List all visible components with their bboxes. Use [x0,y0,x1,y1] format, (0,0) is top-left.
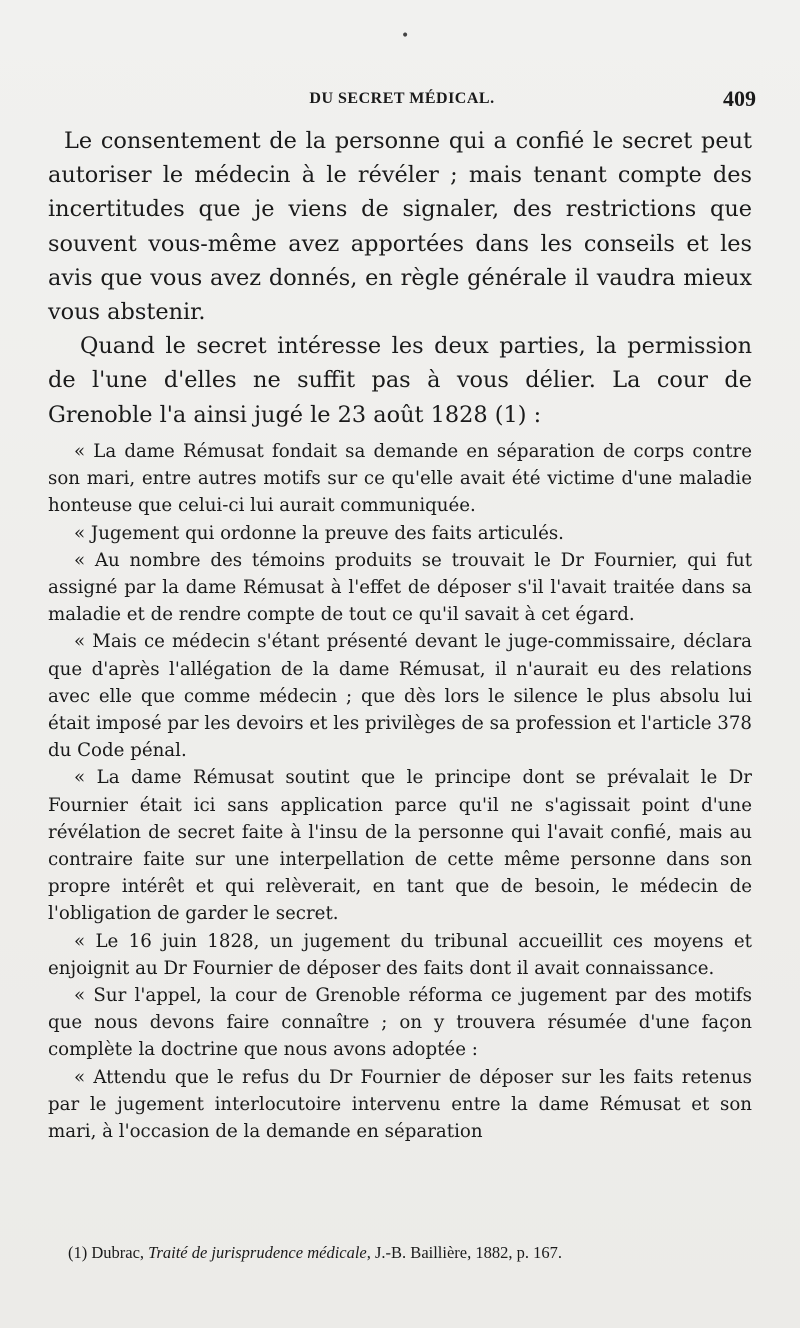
quoted-judgment [48,438,752,1145]
page-number: 409 [723,86,756,111]
quote-paragraph: « Au nombre des témoins produits se trouvait le Dr Fournier, qui fut assigné par la dame Rémusat à l'effet de déposer s'il l'avait traitée dans sa maladie et de rendre compte de tout ce qu'il savait à cet égard. [48,549,752,626]
footnote-rest: , J.-B. Baillière, 1882, p. 167. [366,1243,562,1262]
main-text [48,124,752,432]
quote-paragraph: « Mais ce médecin s'étant présenté devant le juge-commissaire, déclara que d'après l'allégation de la dame Rémusat, il n'aurait eu des relations avec elle que comme médecin ; que dès lors le silence le plus absolu lui était imposé par les devoirs et les privilèges de sa profession et l'article 378 du Code pénal. [48,631,752,762]
paragraph: Quand le secret intéresse les deux parties, la permission de l'une d'elles ne suffit pas à vous délier. La cour de Grenoble l'a ainsi jugé le 23 août 1828 (1) : [48,333,752,428]
quote-paragraph: « La dame Rémusat soutint que le principe dont se prévalait le Dr Fournier était ici sans application parce qu'il ne s'agissait point d'une révélation de secret faite à l'insu de la personne qui l'avait confié, mais au contraire faite sur une interpellation de cette même personne dans son propre intérêt et qui relèverait, en tant que de besoin, le médecin de l'obligation de garder le secret. [48,767,752,925]
quote-paragraph: « Attendu que le refus du Dr Fournier de déposer sur les faits retenus par le jugement interlocutoire intervenu entre la dame Rémusat et son mari, à l'occasion de la demande en séparation [48,1066,752,1143]
running-title: DU SECRET MÉDICAL. [309,90,495,107]
printer-mark: • [401,28,410,44]
quote-paragraph: « Jugement qui ordonne la preuve des faits articulés. [74,522,564,544]
footnote-text [48,1240,752,1266]
quote-paragraph: « Sur l'appel, la cour de Grenoble réforma ce jugement par des motifs que nous devons faire connaître ; on y trouvera résumée d'une façon complète la doctrine que nous avons adoptée : [48,985,752,1061]
paragraph: Le consentement de la personne qui a confié le secret peut autoriser le médecin à le révéler ; mais tenant compte des incertitudes que je viens de signaler, des restrictions que souvent vous-même avez apportées dans les conseils et les avis que vous avez donnés, en règle générale il vaudra mieux vous abstenir. [48,128,752,326]
page-header [48,86,756,112]
footnote-title: Traité de jurisprudence médicale [148,1243,367,1262]
quote-paragraph: « La dame Rémusat fondait sa demande en séparation de corps contre son mari, entre autres motifs sur ce qu'elle avait été victime d'une maladie honteuse que celui-ci lui aurait communiquée. [48,441,752,517]
footnote-marker: (1) Dubrac, [68,1243,149,1262]
footnote [48,1240,752,1266]
quote-paragraph: « Le 16 juin 1828, un jugement du tribunal accueillit ces moyens et enjoignit au Dr Fournier de déposer des faits dont il avait connaissance. [48,930,752,979]
